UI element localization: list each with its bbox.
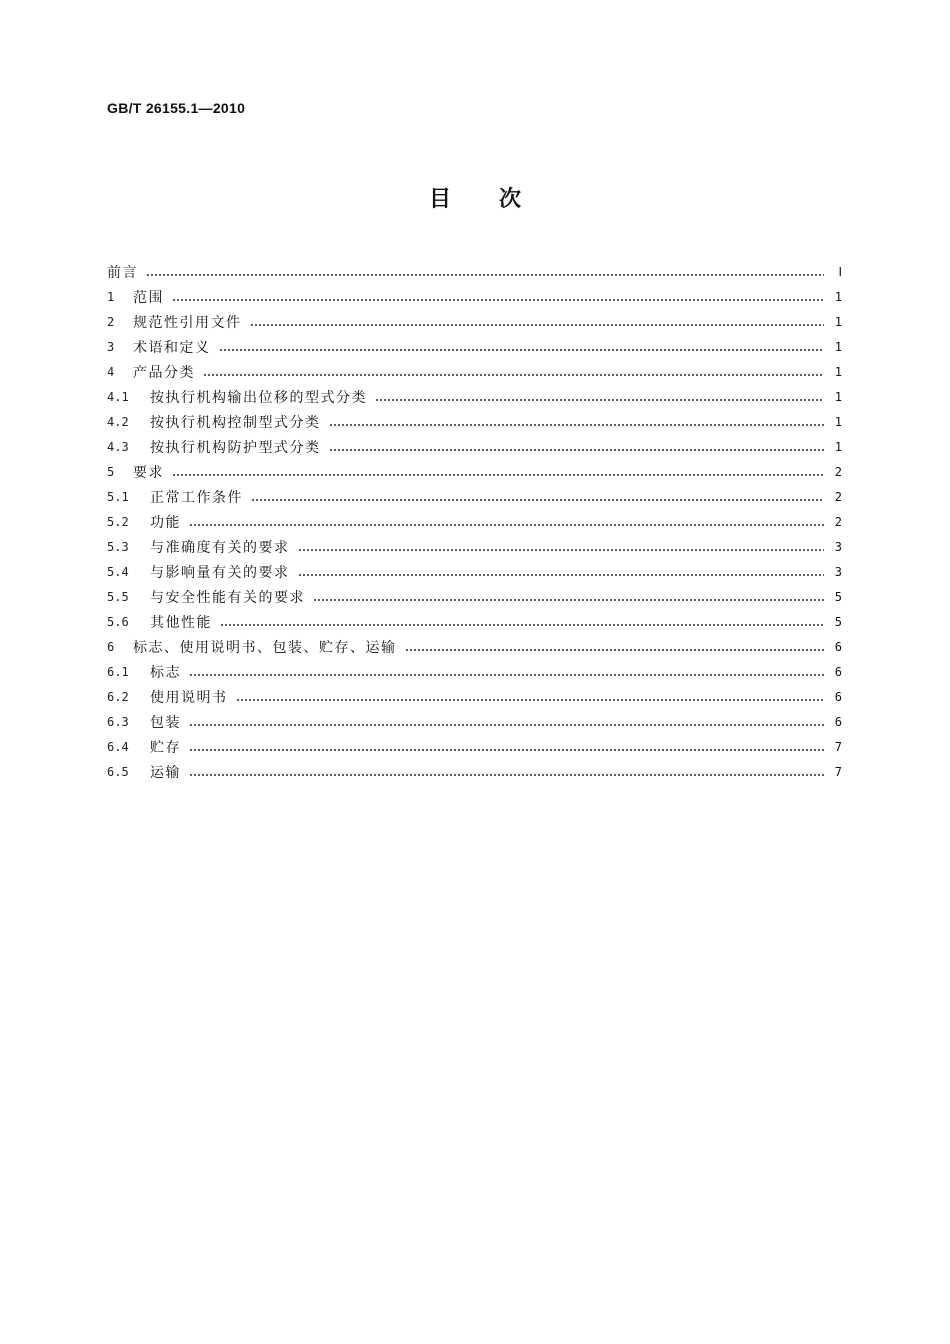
toc-entry-number: 6.4 bbox=[107, 739, 129, 754]
toc-dot-leader bbox=[172, 299, 824, 301]
toc-entry-label: 按执行机构输出位移的型式分类 bbox=[150, 389, 367, 406]
toc-dot-leader bbox=[203, 374, 824, 376]
toc-entry-number: 5.3 bbox=[107, 539, 129, 554]
toc-entry[interactable] bbox=[107, 609, 842, 634]
toc-entry-page: 2 bbox=[834, 464, 842, 479]
toc-entry[interactable] bbox=[107, 334, 842, 359]
toc-entry-label: 标志 bbox=[150, 664, 181, 681]
toc-entry-number: 6 bbox=[107, 639, 115, 654]
toc-entry-page: Ⅰ bbox=[838, 264, 842, 279]
toc-entry-label: 运输 bbox=[150, 764, 181, 781]
toc-entry[interactable] bbox=[107, 434, 842, 459]
toc-entry-label: 与影响量有关的要求 bbox=[150, 564, 290, 581]
toc-dot-leader bbox=[189, 774, 824, 776]
toc-entry-label: 产品分类 bbox=[133, 364, 195, 381]
toc-dot-leader bbox=[146, 274, 824, 276]
toc-entry-label: 前言 bbox=[107, 264, 138, 281]
toc-entry-page: 7 bbox=[834, 764, 842, 779]
toc-entry[interactable] bbox=[107, 659, 842, 684]
toc-entry[interactable] bbox=[107, 584, 842, 609]
toc-entry-number: 1 bbox=[107, 289, 115, 304]
toc-dot-leader bbox=[405, 649, 825, 651]
toc-entry-number: 5.1 bbox=[107, 489, 129, 504]
toc-entry-number: 6.2 bbox=[107, 689, 129, 704]
page-title bbox=[0, 182, 950, 213]
toc-entry[interactable] bbox=[107, 384, 842, 409]
toc-entry-label: 按执行机构防护型式分类 bbox=[150, 439, 321, 456]
title-char-2: 次 bbox=[499, 187, 522, 212]
toc-entry-number: 3 bbox=[107, 339, 115, 354]
toc-entry[interactable] bbox=[107, 284, 842, 309]
toc-entry-label: 功能 bbox=[150, 514, 181, 531]
toc-entry-number: 5.5 bbox=[107, 589, 129, 604]
toc-entry-label: 与安全性能有关的要求 bbox=[150, 589, 305, 606]
toc-entry[interactable] bbox=[107, 459, 842, 484]
toc-entry-page: 1 bbox=[834, 414, 842, 429]
toc-entry-number: 5.2 bbox=[107, 514, 129, 529]
toc-entry-page: 6 bbox=[834, 689, 842, 704]
toc-entry-page: 2 bbox=[834, 514, 842, 529]
toc-dot-leader bbox=[375, 399, 824, 401]
toc-entry[interactable] bbox=[107, 634, 842, 659]
toc-entry-number: 5 bbox=[107, 464, 115, 479]
toc-entry-label: 规范性引用文件 bbox=[133, 314, 242, 331]
toc-dot-leader bbox=[298, 574, 825, 576]
toc-entry-number: 6.5 bbox=[107, 764, 129, 779]
toc-entry[interactable] bbox=[107, 709, 842, 734]
toc-dot-leader bbox=[220, 624, 824, 626]
toc-entry-page: 1 bbox=[834, 289, 842, 304]
toc-dot-leader bbox=[189, 749, 824, 751]
toc-entry[interactable] bbox=[107, 559, 842, 584]
toc-dot-leader bbox=[329, 424, 825, 426]
toc-entry-number: 6.3 bbox=[107, 714, 129, 729]
toc-entry[interactable] bbox=[107, 534, 842, 559]
toc-entry[interactable] bbox=[107, 734, 842, 759]
table-of-contents bbox=[107, 259, 842, 784]
toc-dot-leader bbox=[236, 699, 825, 701]
toc-entry-label: 按执行机构控制型式分类 bbox=[150, 414, 321, 431]
toc-dot-leader bbox=[189, 674, 824, 676]
toc-dot-leader bbox=[172, 474, 824, 476]
toc-entry[interactable] bbox=[107, 509, 842, 534]
toc-dot-leader bbox=[313, 599, 824, 601]
toc-entry-number: 4.3 bbox=[107, 439, 129, 454]
toc-entry-page: 1 bbox=[834, 339, 842, 354]
toc-dot-leader bbox=[298, 549, 825, 551]
toc-entry-page: 6 bbox=[834, 714, 842, 729]
toc-dot-leader bbox=[251, 499, 824, 501]
toc-entry-label: 正常工作条件 bbox=[150, 489, 243, 506]
toc-entry-label: 贮存 bbox=[150, 739, 181, 756]
toc-dot-leader bbox=[250, 324, 825, 326]
toc-entry[interactable] bbox=[107, 359, 842, 384]
toc-entry-page: 6 bbox=[834, 639, 842, 654]
toc-entry[interactable] bbox=[107, 684, 842, 709]
toc-entry-label: 其他性能 bbox=[150, 614, 212, 631]
toc-entry-number: 4.2 bbox=[107, 414, 129, 429]
toc-entry-label: 与准确度有关的要求 bbox=[150, 539, 290, 556]
toc-entry-page: 3 bbox=[834, 564, 842, 579]
toc-entry-number: 6.1 bbox=[107, 664, 129, 679]
toc-entry-label: 包装 bbox=[150, 714, 181, 731]
toc-entry-number: 5.4 bbox=[107, 564, 129, 579]
toc-entry[interactable] bbox=[107, 759, 842, 784]
toc-entry-page: 7 bbox=[834, 739, 842, 754]
document-code: GB/T 26155.1—2010 bbox=[107, 100, 246, 116]
toc-dot-leader bbox=[189, 524, 824, 526]
toc-entry-label: 要求 bbox=[133, 464, 164, 481]
toc-dot-leader bbox=[189, 724, 824, 726]
toc-entry-number: 5.6 bbox=[107, 614, 129, 629]
toc-entry-page: 1 bbox=[834, 314, 842, 329]
toc-dot-leader bbox=[219, 349, 825, 351]
toc-entry-number: 2 bbox=[107, 314, 115, 329]
toc-entry-label: 使用说明书 bbox=[150, 689, 228, 706]
toc-entry-number: 4 bbox=[107, 364, 115, 379]
toc-entry[interactable] bbox=[107, 409, 842, 434]
toc-entry[interactable] bbox=[107, 484, 842, 509]
toc-entry-number: 4.1 bbox=[107, 389, 129, 404]
toc-entry-label: 术语和定义 bbox=[133, 339, 211, 356]
toc-entry-page: 1 bbox=[834, 389, 842, 404]
toc-entry-page: 1 bbox=[834, 439, 842, 454]
toc-entry-page: 6 bbox=[834, 664, 842, 679]
toc-entry-page: 1 bbox=[834, 364, 842, 379]
toc-entry-label: 标志、使用说明书、包装、贮存、运输 bbox=[133, 639, 397, 656]
toc-entry[interactable] bbox=[107, 309, 842, 334]
toc-entry-page: 3 bbox=[834, 539, 842, 554]
toc-entry-page: 5 bbox=[834, 589, 842, 604]
toc-entry[interactable] bbox=[107, 259, 842, 284]
toc-dot-leader bbox=[329, 449, 825, 451]
toc-entry-label: 范围 bbox=[133, 289, 164, 306]
toc-entry-page: 5 bbox=[834, 614, 842, 629]
title-char-1: 目 bbox=[428, 187, 451, 212]
toc-entry-page: 2 bbox=[834, 489, 842, 504]
